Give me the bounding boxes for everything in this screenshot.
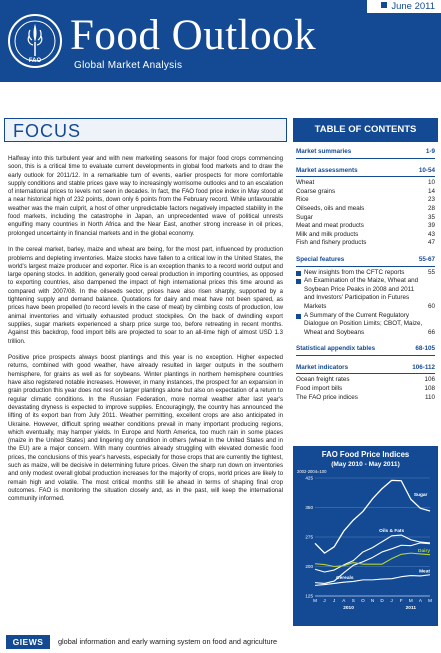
focus-paragraph: Positive price prospects always boost plantings and this year is no exception. Higher expected returns, combined with good weather, have already resulted in larger outputs in the southern hemisphere, for grains as well as for soybeans. Winter plantings in northern hemisphere countries have also registered notable increases. However, in many instances, the prospect for an expansion in grain production this year does not rest on larger plantings alone but also on expectation of a return to regular climatic conditions. In the Russian Federation, more normal weather after last year's devastating dryness is expected to improve supplies. Encouragingly, the country has announced the lifting of its export ban from July 2011. Weather permitting, excellent crops are also anticipated in Ukraine. However, difficult spring weather conditions prevail in many important producing regions, which eventually, may hamper yields. In Europe and North America, too much rain in some places (maize in the United States) and lingering dry condition in others (wheat in the United States and in the EU) are a major concern. With many countries already struggling with elevated domestic food prices, the conclusions of this year's harvests, especially for those crops that are currently the tightest, such as maize, will be decisive in determining future prices. Given the sharp run down on inventories and only modest overall global production increases for the majority of crops, world prices are likely to remain high and volatile. The most critical months still lie ahead in terms of shaping final crop outcomes. FAO is monitoring the situation closely and, as in the past, will keep the international community informed. bbox=[8, 354, 283, 503]
focus-heading-box bbox=[4, 118, 287, 142]
y-tick-label: 425 bbox=[305, 475, 313, 481]
square-bullet-icon bbox=[296, 314, 301, 319]
toc-subentry-label: A Summary of the Current Regulatory Dialogue on Position Limits; CBOT, Maize, Wheat and Soybeans bbox=[304, 311, 423, 336]
publication-subtitle: Global Market Analysis bbox=[74, 60, 183, 71]
date-bar bbox=[367, 0, 441, 13]
toc-subentry-label: Oilseeds, oils and meals bbox=[296, 204, 365, 212]
publication-title: Food Outlook bbox=[70, 12, 317, 59]
toc-subentry-label: Sugar bbox=[296, 213, 313, 221]
series-line bbox=[315, 543, 430, 584]
price-index-chart-panel bbox=[293, 446, 438, 626]
toc-subentry-label: Rice bbox=[296, 196, 309, 204]
toc-entry[interactable] bbox=[296, 364, 435, 375]
toc-entry-label: Market summaries bbox=[296, 148, 352, 155]
toc-entry-pages: 106-112 bbox=[412, 363, 435, 371]
x-year-label: 2010 bbox=[343, 606, 354, 611]
chart-subtitle: (May 2010 - May 2011) bbox=[331, 461, 400, 468]
toc-section-market-indicators bbox=[296, 364, 435, 402]
toc-heading-box bbox=[293, 118, 438, 142]
toc-entry[interactable] bbox=[296, 167, 435, 178]
toc-subentry-page: 110 bbox=[424, 393, 435, 401]
toc-entry-label: Market assessments bbox=[296, 166, 358, 174]
toc-subentry-page: 60 bbox=[427, 302, 435, 310]
toc-subentry[interactable] bbox=[296, 188, 435, 197]
toc-subentry[interactable] bbox=[296, 222, 435, 231]
toc-subentry[interactable] bbox=[296, 312, 435, 338]
toc-subentry[interactable] bbox=[296, 205, 435, 214]
square-bullet-icon bbox=[381, 2, 387, 8]
toc-subentry[interactable] bbox=[296, 179, 435, 188]
y-tick-label: 125 bbox=[305, 593, 313, 599]
toc-subentry-label: Ocean freight rates bbox=[296, 376, 350, 384]
price-index-chart bbox=[293, 446, 438, 626]
toc-subentry-page: 14 bbox=[427, 187, 435, 195]
series-label: Dairy bbox=[418, 549, 430, 555]
toc-title: TABLE OF CONTENTS bbox=[314, 124, 417, 135]
toc-section-market-assessments bbox=[296, 167, 435, 248]
toc-subentry[interactable] bbox=[296, 385, 435, 394]
x-tick-label: D bbox=[380, 598, 384, 603]
toc-subentry[interactable] bbox=[296, 277, 435, 311]
y-tick-label: 275 bbox=[305, 534, 313, 540]
toc-subentry[interactable] bbox=[296, 394, 435, 403]
toc-subentry-page: 23 bbox=[427, 196, 435, 204]
toc-entry-pages: 68-105 bbox=[415, 345, 435, 353]
toc-subentry-page: 39 bbox=[427, 222, 435, 230]
x-year-label: 2011 bbox=[405, 606, 417, 611]
toc-entry-pages: 55-67 bbox=[418, 255, 435, 263]
y-tick-label: 200 bbox=[305, 564, 313, 570]
fao-logo-icon bbox=[6, 12, 64, 70]
series-label: Cereals bbox=[336, 576, 354, 582]
toc-entry-label: Market indicators bbox=[296, 363, 349, 371]
x-tick-label: S bbox=[351, 598, 355, 603]
toc-subentry-label: New insights from the CFTC reports bbox=[304, 268, 405, 276]
toc-subentry-label: Meat and meat products bbox=[296, 222, 364, 230]
square-bullet-icon bbox=[296, 271, 301, 276]
chart-title: FAO Food Price Indices bbox=[321, 450, 410, 459]
square-bullet-icon bbox=[296, 279, 301, 284]
series-label: Oils & Fats bbox=[379, 528, 405, 534]
toc-subentry-label: Wheat bbox=[296, 179, 315, 187]
x-tick-label: N bbox=[370, 598, 375, 603]
toc-entry-label: Special features bbox=[296, 255, 345, 263]
toc-subentry[interactable] bbox=[296, 239, 435, 248]
toc-section-market-summaries bbox=[296, 148, 435, 159]
toc-subentry-label: Milk and milk products bbox=[296, 230, 359, 238]
x-tick-label: M bbox=[313, 598, 317, 603]
x-tick-label: J bbox=[323, 598, 326, 603]
toc-subentry[interactable] bbox=[296, 376, 435, 385]
toc-subentry-page: 47 bbox=[427, 239, 435, 247]
toc-subentry-label: Coarse grains bbox=[296, 187, 336, 195]
x-tick-label: J bbox=[390, 598, 393, 603]
toc-subentry[interactable] bbox=[296, 214, 435, 223]
y-axis-label: 2002-2004=100 bbox=[297, 469, 327, 474]
series-label: Sugar bbox=[413, 493, 428, 499]
toc-subentry-page: 10 bbox=[427, 179, 435, 187]
issue-date bbox=[381, 1, 435, 12]
giews-badge-text: GIEWS bbox=[12, 637, 44, 647]
issue-date-text: June 2011 bbox=[391, 1, 435, 12]
focus-paragraph: Halfway into this turbulent year and with new marketing seasons for major food crops commencing soon, this is a critical time to evaluate current developments in global food markets and to draw the early outlook for 2011/12. In a remarkable turn of events, earlier prospects for more comfortable supply conditions and stable prices gave way to increasingly worrisome outlooks and to an escalation of international prices to levels not seen in decades. In fact, the FAO food price index in May stood at a near historical high of 232 points, down only 6 points from the February record. While unfavourable weather was the main culprit, a host of other unpredictable factors negatively impacted stability in the food markets, including the catastrophe in Japan, an unprecedented wave of political unrests engulfing many countries in North Africa and the Near East, another strong increase in oil prices, prolonged uncertainty in financial markets and in the global economy. bbox=[8, 155, 283, 237]
x-tick-label: M bbox=[428, 598, 432, 603]
toc-subentry-page: 106 bbox=[424, 376, 435, 384]
footer bbox=[0, 633, 441, 653]
series-line bbox=[315, 553, 430, 566]
x-tick-label: O bbox=[361, 598, 365, 603]
x-tick-label: A bbox=[342, 598, 346, 603]
toc-entry[interactable] bbox=[296, 345, 435, 356]
toc-entry-label: Statistical appendix tables bbox=[296, 345, 376, 353]
toc-section-statistical-appendix bbox=[296, 345, 435, 356]
toc-subentry-page: 66 bbox=[427, 328, 435, 336]
x-tick-label: J bbox=[333, 598, 336, 603]
header-banner bbox=[0, 0, 441, 82]
toc-subentry-label: Food import bills bbox=[296, 385, 343, 393]
toc-section-special-features bbox=[296, 256, 435, 337]
svg-text:FAO: FAO bbox=[28, 58, 42, 64]
toc-subentry[interactable] bbox=[296, 231, 435, 240]
toc-entry-pages: 10-54 bbox=[418, 166, 435, 174]
toc-subentry-label: An Examination of the Maize, Wheat and Soybean Price Peaks in 2008 and 2011 and Investors' Participation in Futures Markets bbox=[304, 277, 419, 310]
toc-subentry-page: 108 bbox=[424, 385, 435, 393]
series-line bbox=[315, 480, 430, 553]
toc-subentry[interactable] bbox=[296, 269, 435, 278]
series-label: Meat bbox=[419, 569, 430, 575]
toc-subentry-page: 43 bbox=[427, 230, 435, 238]
focus-title: FOCUS bbox=[13, 121, 81, 141]
focus-body bbox=[8, 155, 283, 512]
x-tick-label: M bbox=[408, 598, 413, 603]
toc-entry[interactable] bbox=[296, 148, 435, 159]
footer-text: global information and early warning system on food and agriculture bbox=[58, 637, 278, 646]
toc-subentry[interactable] bbox=[296, 196, 435, 205]
toc-subentry-page: 35 bbox=[427, 213, 435, 221]
y-tick-label: 350 bbox=[305, 505, 313, 511]
x-tick-label: F bbox=[399, 598, 403, 603]
toc-subentry-page: 55 bbox=[427, 268, 435, 276]
x-tick-label: A bbox=[418, 598, 422, 603]
giews-badge bbox=[6, 635, 50, 649]
toc-entry[interactable] bbox=[296, 256, 435, 267]
toc-subentry-label: The FAO price indices bbox=[296, 393, 358, 401]
toc-subentry-label: Fish and fishery products bbox=[296, 239, 367, 247]
table-of-contents bbox=[296, 148, 435, 410]
focus-paragraph: In the cereal market, barley, maize and wheat are being, for the most part, influenced by production problems and depleting inventories. Maize stocks have fallen to a critical low in the United States, the world's largest maize producer and exporter. Rice is an exception thanks to a record world output and large opening stocks. In addition, generally good cereal production in importing countries, as opposed to exporting countries, also dampened the impact of high international prices this time around as compared with 2007/08. In the oilseeds sector, prices have also risen sharply, supported by a tightening supply and demand balance. Quotations for dairy and meat have not been spared, as prices have been propelled (to record levels in the case of meat) by climbing costs of production, low animal inventories and virtually exhausted product stockpiles. On the back of dwindling export supplies, sugar markets experienced a sharp price surge too, before retreating in recent months. Against this backdrop, food import bills are projected to soar to an all-time high of almost USD 1.3 trillion. bbox=[8, 246, 283, 345]
toc-entry-pages: 1-9 bbox=[425, 148, 435, 155]
series-line bbox=[315, 575, 430, 586]
toc-subentry-page: 28 bbox=[427, 204, 435, 212]
